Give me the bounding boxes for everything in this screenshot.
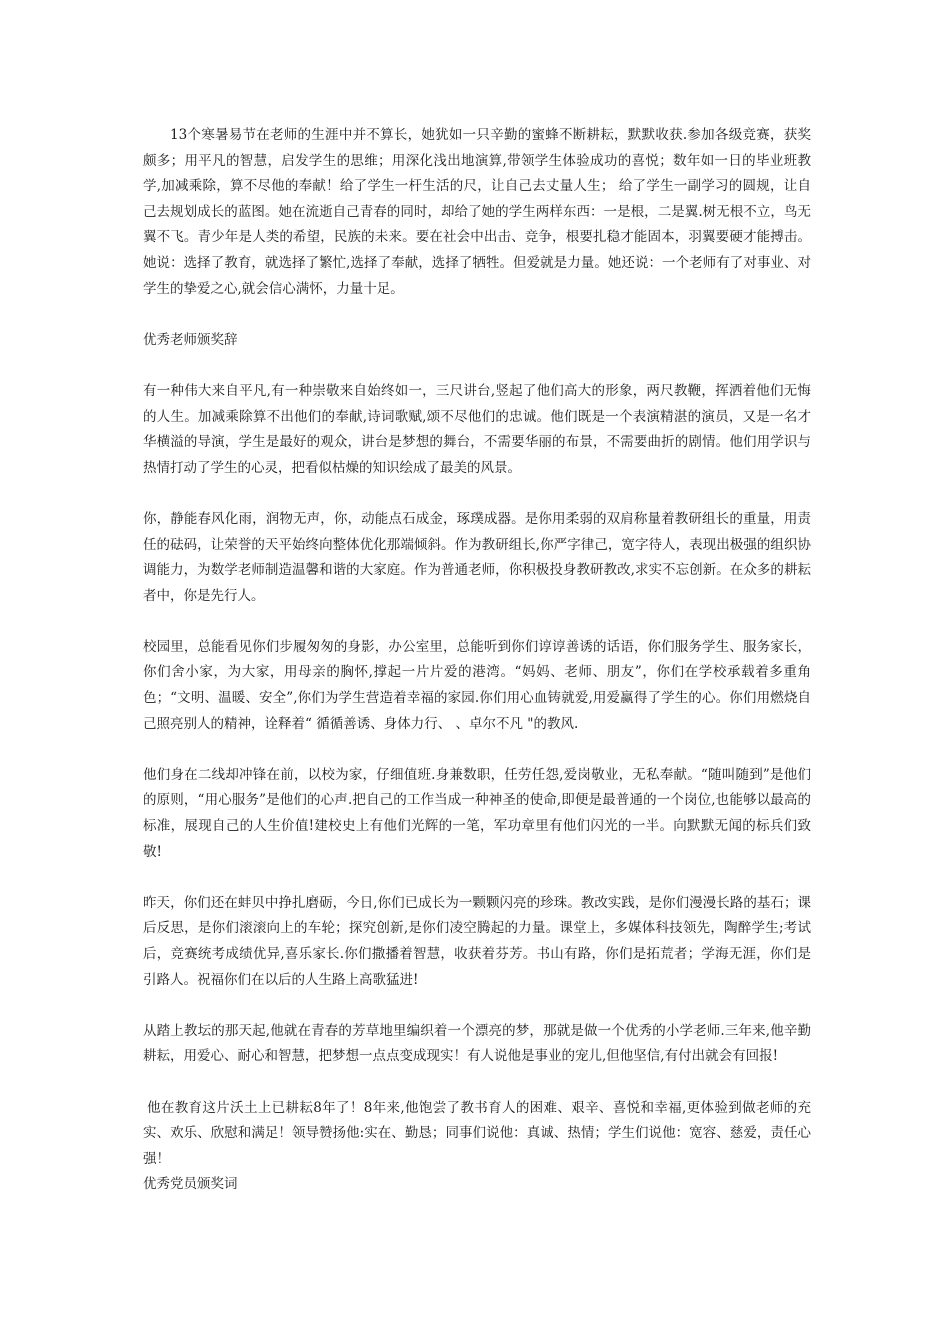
document-body [143,123,811,1198]
paragraph-second-line-staff: 他们身在二线却冲锋在前，以校为家，仔细值班.身兼数职，任劳任怨,爱岗敬业，无私奉献。“随叫随到”是他们的原则，“用心服务”是他们的心声.把自己的工作当成一种神圣的使命,即便是最普通的一个岗位,也能够以最高的标准，展现自己的人生价值!建校史上有他们光辉的一笔，军功章里有他们闪光的一半。向默默无闻的标兵们致敬! [143,766,811,860]
paragraph-research-group-leader: 你，静能春风化雨，润物无声，你，动能点石成金，琢璞成器。是你用柔弱的双肩称量着教研组长的重量，用责任的砝码，让荣誉的天平始终向整体优化那端倾斜。作为教研组长,你严字律己，宽字待人，表现出极强的组织协调能力，为数学老师制造温馨和谐的大家庭。作为普通老师，你积极投身教研教改,求实不忘创新。在众多的耕耘者中，你是先行人。 [143,510,811,604]
paragraph-greatness-from-ordinary: 有一种伟大来自平凡,有一种崇敬来自始终如一，三尺讲台,竖起了他们高大的形象，两尺教鞭，挥洒着他们无悔的人生。加减乘除算不出他们的奉献,诗词歌赋,颂不尽他们的忠诚。他们既是一个表演精湛的演员，又是一名才华横溢的导演，学生是最好的观众，讲台是梦想的舞台，不需要华丽的布景，不需要曲折的剧情。他们用学识与热情打动了学生的心灵，把看似枯燥的知识绘成了最美的风景。 [143,382,811,476]
paragraph-campus-service: 校园里，总能看见你们步履匆匆的身影，办公室里，总能听到你们谆谆善诱的话语，你们服务学生、服务家长，你们舍小家，为大家，用母亲的胸怀,撑起一片片爱的港湾。“妈妈、老师、朋友”，你们在学校承载着多重角色；“文明、温暖、安全”,你们为学生营造着幸福的家园.你们用心血铸就爱,用爱赢得了学生的心。你们用燃烧自己照亮别人的精神，诠释着“ 循循善诱、身体力行、 、卓尔不凡 "的教风. [143,638,811,732]
paragraph-pearls: 昨天，你们还在蚌贝中挣扎磨砺，今日,你们已成长为一颗颗闪亮的珍珠。教改实践，是你们漫漫长路的基石；课后反思，是你们滚滚向上的车轮；探究创新,是你们凌空腾起的力量。课堂上，多媒体科技领先，陶醉学生;考试后，竞赛统考成绩优异,喜乐家长.你们撒播着智慧，收获着芬芳。书山有路，你们是拓荒者；学海无涯，你们是引路人。祝福你们在以后的人生路上高歌猛进! [143,894,811,988]
paragraph-teacher-bee: 13个寒暑易节在老师的生涯中并不算长，她犹如一只辛勤的蜜蜂不断耕耘，默默收获.参加各级竞赛，获奖颇多；用平凡的智慧，启发学生的思维；用深化浅出地演算,带领学生体验成功的喜悦；数年如一日的毕业班教学,加减乘除，算不尽他的奉献！给了学生一杆生活的尺，让自己去丈量人生； 给了学生一副学习的圆规，让自己去规划成长的蓝图。她在流逝自己青春的同时，却给了她的学生两样东西：一是根，二是翼.树无根不立，鸟无翼不飞。青少年是人类的希望，民族的未来。要在社会中出击、竞争，根要扎稳才能固本，羽翼要硬才能搏击。她说：选择了教育，就选择了繁忙,选择了奉献，选择了牺牲。但爱就是力量。她还说：一个老师有了对事业、对学生的挚爱之心,就会信心满怀，力量十足。 [143,127,811,297]
paragraph-primary-teacher-dream: 从踏上教坛的那天起,他就在青春的芳草地里编织着一个漂亮的梦，那就是做一个优秀的小学老师.三年来,他辛勤耕耘，用爱心、耐心和智慧，把梦想一点点变成现实！有人说他是事业的宠儿,但他坚信,有付出就会有回报! [143,1022,811,1065]
heading-excellent-teacher-award: 优秀老师颁奖辞 [143,331,238,348]
paragraph-eight-years: 他在教育这片沃土上已耕耘8年了！8年来,他饱尝了教书育人的困难、艰辛、喜悦和幸福,更体验到做老师的充实、欢乐、欣慰和满足！领导赞扬他:实在、勤恳；同事们说他：真诚、热情；学生们说他：宽容、慈爱，责任心强！ [143,1099,811,1167]
heading-excellent-party-member-award: 优秀党员颁奖词 [143,1176,238,1193]
